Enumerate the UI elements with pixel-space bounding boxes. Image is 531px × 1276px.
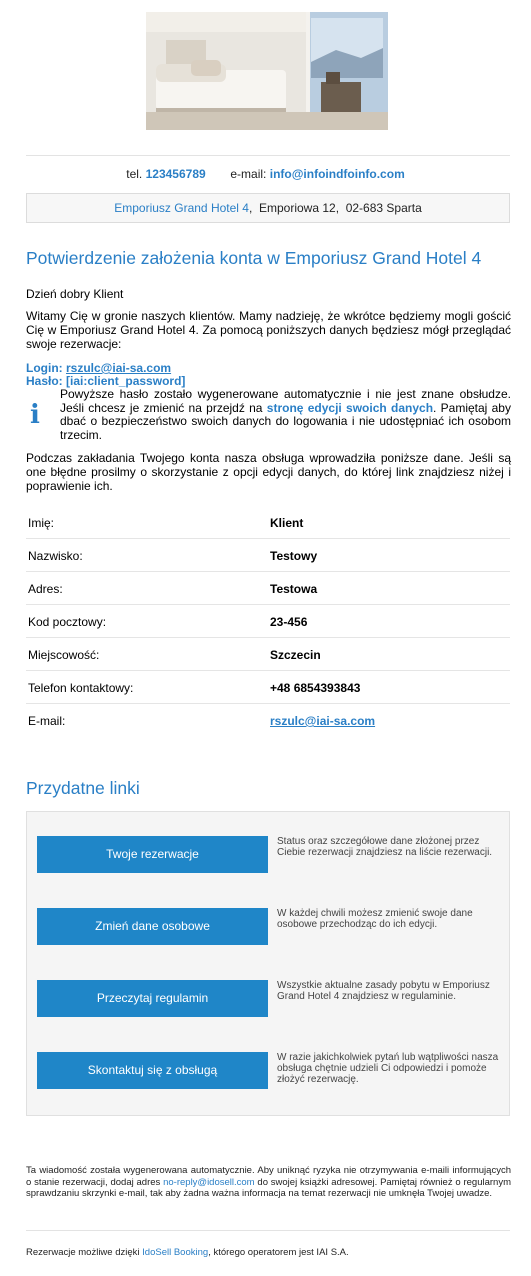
details-table (26, 506, 510, 737)
login-email-link[interactable]: rszulc@iai-sa.com (66, 361, 172, 375)
email-link[interactable]: info@infoindfoinfo.com (269, 167, 405, 181)
link-item (37, 1052, 501, 1089)
footer-notice (26, 1165, 511, 1200)
edit-data-link[interactable]: stronę edycji swoich danych (266, 400, 434, 415)
noreply-email-link[interactable]: no-reply@idosell.com (163, 1176, 255, 1188)
link-description: W razie jakichkolwiek pytań lub wątpliwości nasza obsługa chętnie udzieli Ci odpowiedzi i pomoże złożyć rezerwację. (277, 1052, 499, 1085)
row-label: Kod pocztowy: (28, 615, 107, 629)
link-item (37, 980, 501, 1017)
address-city: 02-683 Sparta (345, 201, 422, 215)
data-notice: Podczas zakładania Twojego konta nasza obsługa wprowadziła poniższe dane. Jeśli są one błędne prosilmy o skorzystanie z opcji edycji danych, do której link znajdziesz niżej i poprawienie ich. (26, 451, 511, 493)
table-row (26, 572, 510, 605)
read-terms-button[interactable]: Przeczytaj regulamin (37, 980, 268, 1017)
links-title: Przydatne linki (26, 778, 140, 798)
tel-label: tel. (126, 167, 143, 181)
password-label: Hasło: (26, 374, 63, 388)
row-value: 23-456 (270, 615, 308, 629)
credentials (26, 362, 185, 388)
page-title: Potwierdzenie założenia konta w Emporiusz Grand Hotel 4 (26, 248, 482, 268)
info-note (60, 388, 511, 442)
info-icon: i (30, 400, 40, 430)
email-label: e-mail: (230, 167, 267, 181)
row-label: Miejscowość: (28, 648, 100, 662)
row-label: Imię: (28, 516, 55, 530)
powered-by (26, 1247, 349, 1258)
table-row (26, 506, 510, 539)
link-item (37, 836, 501, 873)
tel-link[interactable]: 123456789 (145, 167, 206, 181)
contact-line (0, 167, 531, 181)
table-row (26, 539, 510, 572)
row-value: Szczecin (270, 648, 321, 662)
link-description: Status oraz szczegółowe dane złożonej przez Ciebie rezerwacji znajdziesz na liście rezerwacji. (277, 836, 493, 858)
my-reservations-button[interactable]: Twoje rezerwacje (37, 836, 268, 873)
row-label: E-mail: (28, 714, 66, 728)
row-label: Telefon kontaktowy: (28, 681, 134, 695)
row-value: Klient (270, 516, 304, 530)
table-row (26, 605, 510, 638)
edit-personal-data-button[interactable]: Zmień dane osobowe (37, 908, 268, 945)
table-row (26, 671, 510, 704)
row-label: Nazwisko: (28, 549, 83, 563)
address-street: Emporiowa 12, (258, 201, 340, 215)
row-value: +48 6854393843 (270, 681, 361, 695)
footer-text-before: Ta wiadomość została wygenerowana automatycznie. Aby uniknąć ryzyka nie otrzymywania e-maili informujących o stanie rezerwacji, dodaj adres (26, 1165, 511, 1188)
row-value: Testowa (270, 582, 318, 596)
info-text-after: . Pamiętaj aby dbać o bezpieczeństwo swoich danych do logowania i nie udostępniać ich osobom trzecim. (60, 400, 511, 442)
link-description: Wszystkie aktualne zasady pobytu w Emporiusz Grand Hotel 4 znajdziesz w regulaminie. (277, 980, 490, 1002)
info-text-before: Powyższe hasło zostało wygenerowane automatycznie i nie jest znane obsłudze. Jeśli chcesz je zmienić na przejdź na (60, 387, 511, 415)
hotel-name-link[interactable]: Emporiusz Grand Hotel 4 (114, 201, 249, 215)
divider (26, 1230, 510, 1231)
hotel-room-photo (146, 12, 388, 130)
useful-links-panel (26, 811, 510, 1116)
table-row (26, 638, 510, 671)
idosell-booking-link[interactable]: IdoSell Booking (142, 1247, 209, 1258)
intro-text: Witamy Cię w gronie naszych klientów. Mamy nadzieję, że wkrótce będziemy mogli gościć Cię w Emporiusz Grand Hotel 4. Za pomocą poniższych danych będziesz mógł przeglądać swoje rezerwacje: (26, 309, 511, 351)
address-box: Emporiusz Grand Hotel 4, Emporiowa 12, 02-683 Sparta (26, 193, 510, 223)
password-value: [iai:client_password] (66, 374, 186, 388)
powered-text-before: Rezerwacje możliwe dzięki (26, 1247, 140, 1258)
footer-text-after: do swojej książki adresowej. Pamiętaj również o regularnym sprawdzaniu skrzynki e-mail, tak aby żadna ważna informacja na temat rezerwacji nie umknęła Twojej uwadze. (26, 1176, 511, 1199)
divider (26, 155, 510, 156)
link-item (37, 908, 501, 945)
row-label: Adres: (28, 582, 63, 596)
contact-support-button[interactable]: Skontaktuj się z obsługą (37, 1052, 268, 1089)
row-email-link[interactable]: rszulc@iai-sa.com (270, 714, 376, 728)
link-description: W każdej chwili możesz zmienić swoje dane osobowe przechodząc do ich edycji. (277, 908, 473, 930)
greeting: Dzień dobry Klient (26, 287, 124, 301)
table-row (26, 704, 510, 737)
powered-text-after: , którego operatorem jest IAI S.A. (208, 1247, 349, 1258)
login-label: Login: (26, 361, 63, 375)
row-value: Testowy (270, 549, 318, 563)
